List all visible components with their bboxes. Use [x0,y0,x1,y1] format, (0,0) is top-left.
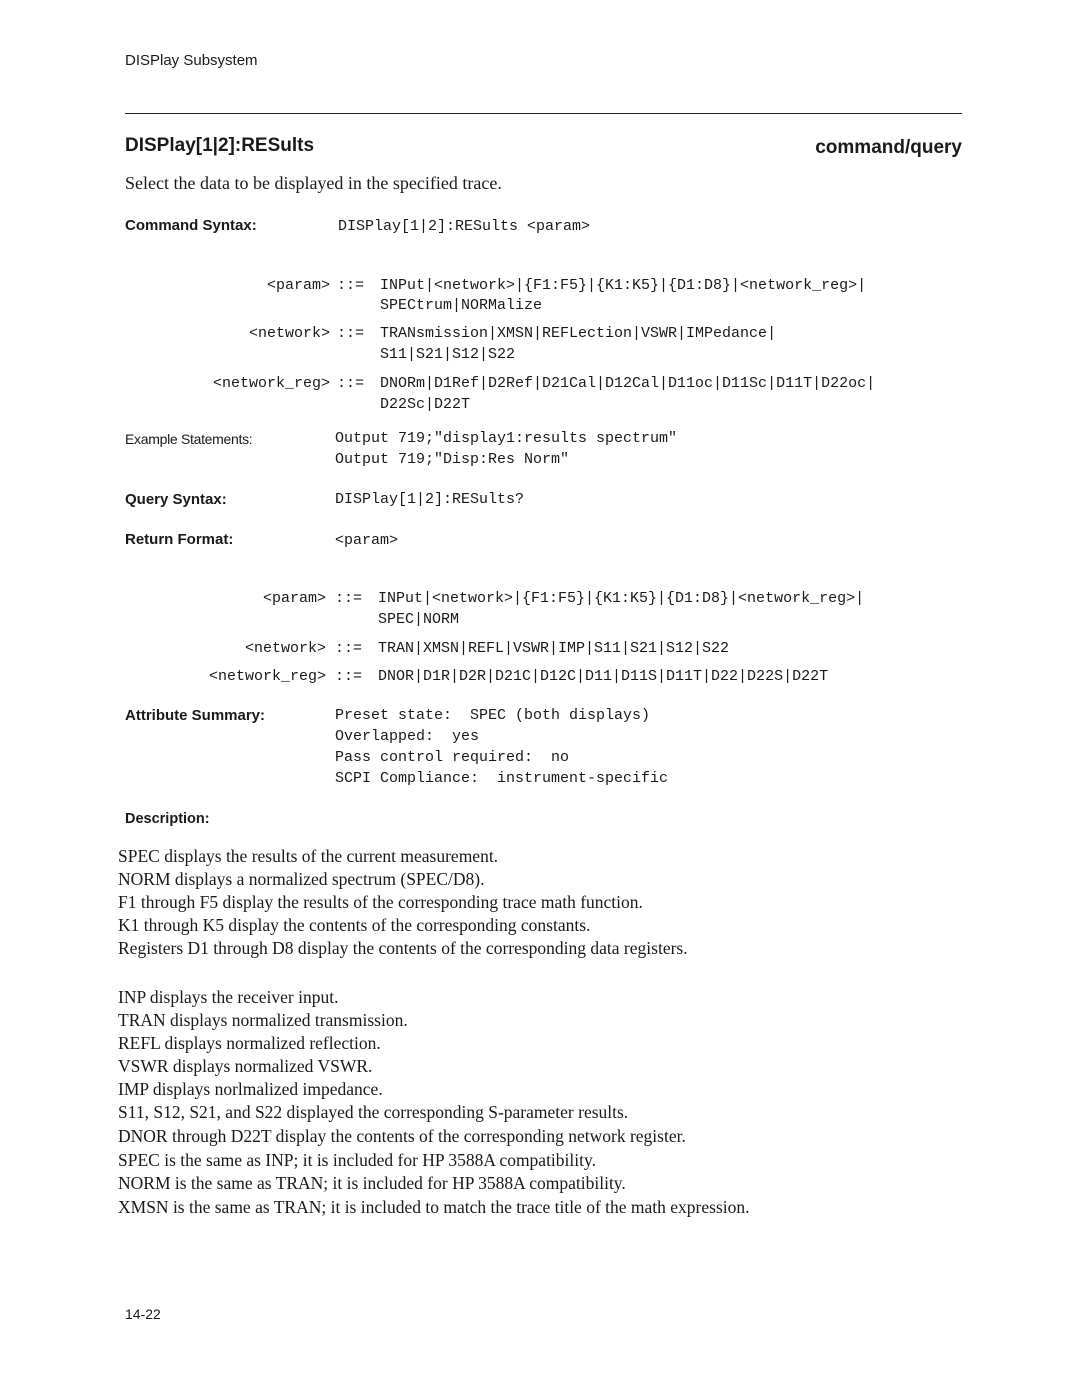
cmd-def-op-param: ::= [337,277,365,294]
page-number: 14-22 [125,1306,161,1322]
description-line: NORM displays a normalized spectrum (SPEC/D8). [118,869,485,889]
cmd-def-lhs-network-reg: <network_reg> [212,375,330,392]
ret-def-rhs-param-1: INPut|<network>|{F1:F5}|{K1:K5}|{D1:D8}|<network_reg>| [378,590,865,607]
ret-def-op-network: ::= [335,640,363,657]
description-line: F1 through F5 display the results of the corresponding trace math function. [118,892,643,912]
label-query-syntax: Query Syntax: [125,491,227,508]
description-line: XMSN is the same as TRAN; it is included to match the trace title of the math expression. [118,1197,750,1217]
cmd-def-rhs-network-reg-2: D22Sc|D22T [380,396,471,413]
description-line: K1 through K5 display the contents of the corresponding constants. [118,915,591,935]
ret-def-lhs-param: <param> [262,590,326,607]
description-line: S11, S12, S21, and S22 displayed the corresponding S-parameter results. [118,1102,629,1122]
attribute-preset-state: Preset state: SPEC (both displays) [335,707,651,724]
running-header: DISPlay Subsystem [125,52,258,69]
command-intro: Select the data to be displayed in the specified trace. [125,173,502,193]
description-line: SPEC displays the results of the current measurement. [118,846,499,866]
ret-def-lhs-network: <network> [244,640,326,657]
ret-def-rhs-network-reg-1: DNOR|D1R|D2R|D21C|D12C|D11|D11S|D11T|D22|D22S|D22T [378,668,829,685]
attribute-scpi-compliance: SCPI Compliance: instrument-specific [335,770,669,787]
label-attribute-summary: Attribute Summary: [125,707,266,724]
query-syntax: DISPlay[1|2]:RESults? [335,491,525,508]
return-format: <param> [335,532,399,549]
label-command-syntax: Command Syntax: [125,217,257,234]
cmd-def-rhs-network-1: TRANsmission|XMSN|REFLection|VSWR|IMPedance| [380,325,777,342]
cmd-def-op-network: ::= [337,325,365,342]
command-syntax: DISPlay[1|2]:RESults <param> [338,218,591,235]
ret-def-lhs-network-reg: <network_reg> [208,668,326,685]
header-rule [125,113,962,114]
description-line: TRAN displays normalized transmission. [118,1010,408,1030]
command-title: DISPlay[1|2]:RESults [125,135,315,156]
attribute-pass-control: Pass control required: no [335,749,570,766]
ret-def-rhs-network-1: TRAN|XMSN|REFL|VSWR|IMP|S11|S21|S12|S22 [378,640,730,657]
description-line: IMP displays norlmalized impedance. [118,1079,383,1099]
cmd-def-op-network-reg: ::= [337,375,365,392]
description-line: REFL displays normalized reflection. [118,1033,381,1053]
description-line: Registers D1 through D8 display the contents of the corresponding data registers. [118,938,688,958]
ret-def-rhs-param-2: SPEC|NORM [378,611,460,628]
description-line: VSWR displays normalized VSWR. [118,1056,373,1076]
description-line: INP displays the receiver input. [118,987,339,1007]
cmd-def-lhs-network: <network> [248,325,330,342]
cmd-def-rhs-network-reg-1: DNORm|D1Ref|D2Ref|D21Cal|D12Cal|D11oc|D11Sc|D11T|D22oc| [380,375,876,392]
cmd-def-rhs-network-2: S11|S21|S12|S22 [380,346,516,363]
attribute-overlapped: Overlapped: yes [335,728,480,745]
cmd-def-rhs-param-2: SPECtrum|NORMalize [380,297,543,314]
cmd-def-rhs-param-1: INPut|<network>|{F1:F5}|{K1:K5}|{D1:D8}|<network_reg>| [380,277,867,294]
label-return-format: Return Format: [125,531,234,548]
description-line: NORM is the same as TRAN; it is included for HP 3588A compatibility. [118,1173,626,1193]
description-line: SPEC is the same as INP; it is included for HP 3588A compatibility. [118,1150,596,1170]
description-line: DNOR through D22T display the contents of the corresponding network register. [118,1126,686,1146]
example-statement-2: Output 719;"Disp:Res Norm" [335,451,570,468]
example-statement-1: Output 719;"display1:results spectrum" [335,430,678,447]
label-description: Description: [125,811,210,827]
ret-def-op-param: ::= [335,590,363,607]
cmd-def-lhs-param: <param> [266,277,330,294]
command-kind: command/query [815,137,962,158]
ret-def-op-network-reg: ::= [335,668,363,685]
label-example-statements: Example Statements: [125,431,253,447]
